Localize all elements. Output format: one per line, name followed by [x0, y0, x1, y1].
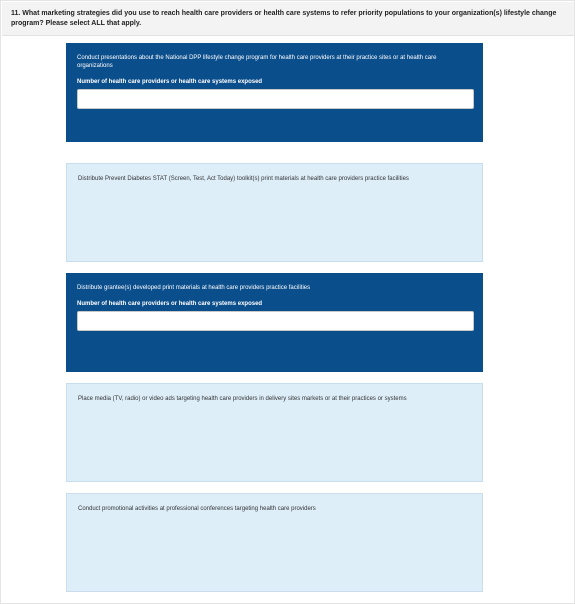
option-label: Conduct presentations about the National DPP lifestyle change program for health care providers at their practice sites or at health care organizations	[77, 55, 437, 69]
providers-exposed-input[interactable]	[77, 311, 474, 331]
option-label: Conduct promotional activities at professional conferences targeting health care providers	[78, 506, 316, 512]
providers-exposed-label: Number of health care providers or health care systems exposed	[77, 79, 263, 85]
question-text: 11. What marketing strategies did you use to reach health care providers or health care systems to refer priority populations to your organization(s) lifestyle change program? Please select ALL that apply.	[11, 10, 557, 27]
option-label: Place media (TV, radio) or video ads targeting health care providers in delivery sites markets or at their practices or systems	[78, 396, 407, 402]
option-label: Distribute grantee(s) developed print materials at health care providers practice facilities	[77, 285, 311, 291]
option-label: Distribute Prevent Diabetes STAT (Screen, Test, Act Today) toolkit(s) print materials at health care providers practice facilities	[78, 176, 409, 182]
providers-exposed-label: Number of health care providers or health care systems exposed	[77, 301, 263, 307]
providers-exposed-input[interactable]	[77, 89, 474, 109]
option-card-presentations[interactable]	[66, 43, 483, 142]
option-card-conferences[interactable]	[66, 493, 483, 592]
question-header	[2, 2, 574, 36]
option-card-toolkit-materials[interactable]	[66, 163, 483, 262]
option-card-grantee-materials[interactable]	[66, 273, 483, 372]
option-card-media-ads[interactable]	[66, 383, 483, 482]
